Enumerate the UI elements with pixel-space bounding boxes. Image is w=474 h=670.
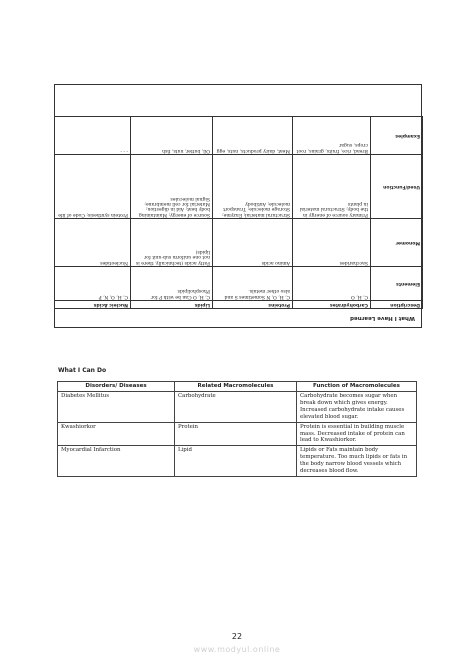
table-row [55, 266, 423, 300]
can-do-header-row [58, 382, 417, 392]
what-i-can-do-table [57, 381, 417, 477]
macromolecule-cell: Protein [175, 422, 297, 446]
what-i-can-do-title: What I Can Do [58, 367, 107, 374]
header-proteins: Proteins [213, 300, 293, 308]
table-row [58, 392, 417, 423]
table-cell: - - - [55, 116, 131, 154]
table-cell: Nucleotides [55, 218, 131, 266]
header-disorders: Disorders/ Diseases [58, 382, 175, 392]
what-i-have-learned-box [54, 84, 422, 328]
page-number: 22 [231, 632, 243, 641]
macromolecule-cell: Lipid [175, 446, 297, 477]
function-cell: Carbohydrate becomes sugar when break down which gives energy. Increased carbohydrate intake causes elevated blood sugar. [297, 392, 417, 423]
table-cell: Bread, rice, fruits, grains, root crops, sugar [293, 116, 371, 154]
table-cell: C, H, O, N, P [55, 266, 131, 300]
function-cell: Lipids or Fats maintain body temperature. Too much lipids or fats in the body narrow blood vessels which decreases blood flow. [297, 446, 417, 477]
header-lipids: Lipids [131, 300, 213, 308]
header-related-macromolecules: Related Macromolecules [175, 382, 297, 392]
table-cell: Amino acids [213, 218, 293, 266]
header-function: Function of Macromolecules [297, 382, 417, 392]
learned-heading: What I Have Learned [350, 315, 415, 321]
function-cell: Protein is essential in building muscle mass. Decreased intake of protein can lead to Kwashiorkor. [297, 422, 417, 446]
learned-header-row [55, 300, 423, 308]
table-cell: Structural material; Enzyme; Storage molecule; Transport molecule; Antibody [213, 154, 293, 218]
disorder-cell: Myocardial Infarction [58, 446, 175, 477]
table-row [55, 154, 423, 218]
row-label: Examples [371, 116, 423, 154]
table-row [55, 116, 423, 154]
table-row [55, 218, 423, 266]
disorder-cell: Kwashiorkor [58, 422, 175, 446]
table-row [58, 422, 417, 446]
table-row [58, 446, 417, 477]
table-cell: C, H, O Can be with P for Phospholipids [131, 266, 213, 300]
watermark: www.modyul.online [193, 645, 281, 654]
table-cell: Saccharides [293, 218, 371, 266]
learned-table [54, 116, 423, 309]
disorder-cell: Diabetes Mellitus [58, 392, 175, 423]
row-label: Monomer [371, 218, 423, 266]
table-cell: Fatty acids (technically, there is not one uniform sub-unit for lipids) [131, 218, 213, 266]
table-cell: Source of energy; Maintaining body heat; Aid in digestion; Material for cell membrane; Signal molecules [131, 154, 213, 218]
rotated-content [55, 85, 423, 329]
table-cell: C, H, O, N Sometimes S and also other metals. [213, 266, 293, 300]
header-description: Description [371, 300, 423, 308]
table-cell: C, H, O [293, 266, 371, 300]
row-label: Used/Function [371, 154, 423, 218]
macromolecule-cell: Carbohydrate [175, 392, 297, 423]
table-cell: Protein synthesis; Code of life [55, 154, 131, 218]
header-carbohydrates: Carbohydrates [293, 300, 371, 308]
header-nucleic-acids: Nucleic Acids [55, 300, 131, 308]
row-label: Elements [371, 266, 423, 300]
table-cell: Meat, dairy products, nuts, egg [213, 116, 293, 154]
table-cell: Oil, butter, nuts, fish [131, 116, 213, 154]
table-cell: Primary source of energy in the body; Structural material in plants [293, 154, 371, 218]
